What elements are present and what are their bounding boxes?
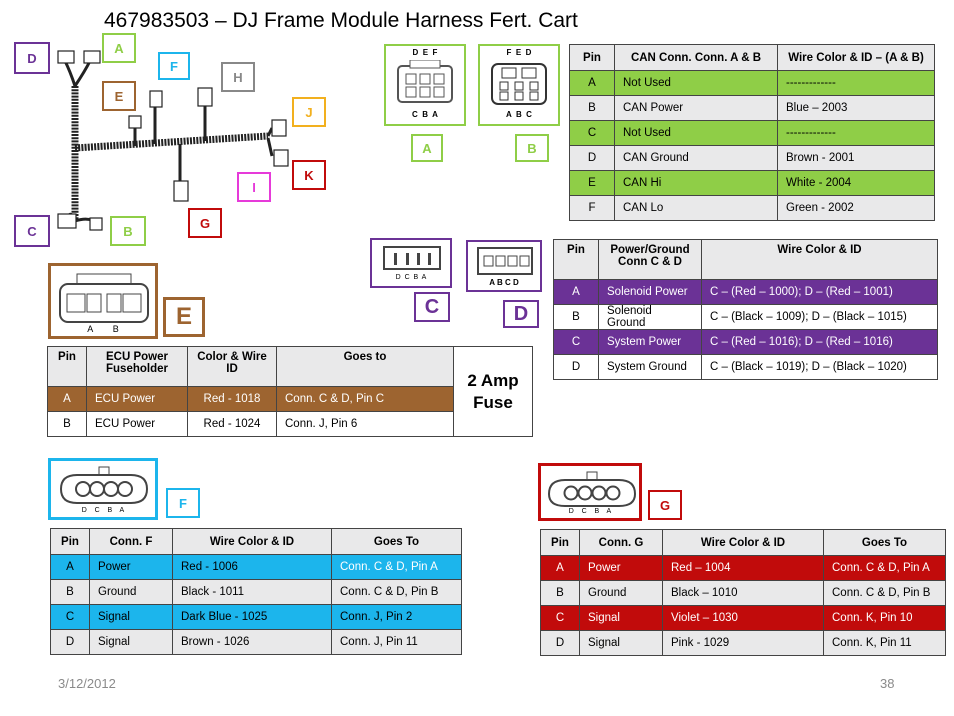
cell-pin: C — [570, 121, 615, 146]
label-d: D — [14, 42, 50, 74]
table-label-d: D — [503, 300, 539, 328]
cell-pin: E — [570, 171, 615, 196]
cell-pin: D — [570, 146, 615, 171]
cell-pin: D — [541, 631, 580, 656]
cell-pin: D — [554, 355, 599, 380]
cell-wire: ------------- — [778, 121, 935, 146]
cell-function: Signal — [90, 630, 173, 655]
cell-wire: Red – 1004 — [663, 556, 824, 581]
label-a: A — [102, 33, 136, 63]
header-pin: Pin — [554, 240, 599, 280]
table-row — [570, 71, 935, 96]
connector-b-image — [478, 44, 560, 126]
label-g: G — [188, 208, 222, 238]
cell-wire: Brown - 2001 — [778, 146, 935, 171]
cell-function: ECU Power — [87, 412, 188, 437]
cell-pin: A — [570, 71, 615, 96]
cell-wire: ------------- — [778, 71, 935, 96]
connector-f-image — [48, 458, 158, 520]
cell-wire: Black – 1010 — [663, 581, 824, 606]
table-row — [51, 630, 462, 655]
cell-function: Ground — [90, 580, 173, 605]
table-row — [541, 581, 946, 606]
header-wire-color: Wire Color & ID — [702, 240, 938, 280]
connector-a-top-pins: D E F — [412, 48, 438, 57]
label-i: I — [237, 172, 271, 202]
cell-goes-to: Conn. C & D, Pin A — [332, 555, 462, 580]
cell-wire: White - 2004 — [778, 171, 935, 196]
table-row — [51, 580, 462, 605]
cell-goes-to: Conn. K, Pin 10 — [824, 606, 946, 631]
cell-function: Signal — [580, 606, 663, 631]
cell-function: ECU Power — [87, 387, 188, 412]
cell-function: CAN Hi — [615, 171, 778, 196]
connector-b-bottom-pins: A B C — [506, 110, 532, 119]
cell-goes-to: Conn. K, Pin 11 — [824, 631, 946, 656]
table-row — [541, 606, 946, 631]
label-k: K — [292, 160, 326, 190]
table-row — [554, 355, 938, 380]
label-c: C — [14, 215, 50, 247]
header-wire-color: Wire Color & ID — [173, 529, 332, 555]
cell-wire: Green - 2002 — [778, 196, 935, 221]
cell-goes-to: Conn. J, Pin 6 — [277, 412, 454, 437]
cell-wire: Blue – 2003 — [778, 96, 935, 121]
table-row — [570, 146, 935, 171]
connector-c-pins: D C B A — [395, 274, 427, 281]
cell-goes-to: Conn. C & D, Pin B — [332, 580, 462, 605]
footer-page-number: 38 — [880, 676, 895, 691]
cell-goes-to: Conn. C & D, Pin B — [824, 581, 946, 606]
cell-function: System Ground — [599, 355, 702, 380]
cell-goes-to: Conn. C & D, Pin A — [824, 556, 946, 581]
connector-g-shape-icon — [545, 470, 639, 508]
table-row — [570, 196, 935, 221]
cell-pin: B — [541, 581, 580, 606]
connector-g-image — [538, 463, 642, 521]
cell-function: Ground — [580, 581, 663, 606]
cell-function: Not Used — [615, 121, 778, 146]
header-goes-to: Goes To — [332, 529, 462, 555]
table-row — [554, 280, 938, 305]
connector-d-pins: A B C D — [489, 278, 519, 287]
connector-f-pins: D C B A — [81, 507, 125, 514]
table-row — [51, 605, 462, 630]
cell-wire: Pink - 1029 — [663, 631, 824, 656]
cell-wire: Red - 1018 — [188, 387, 277, 412]
connector-d-shape-icon — [476, 246, 534, 276]
header-pin: Pin — [48, 347, 87, 387]
table-label-c: C — [414, 292, 450, 322]
cell-function: Signal — [90, 605, 173, 630]
connector-a-image — [384, 44, 466, 126]
table-row — [554, 330, 938, 355]
cell-pin: A — [51, 555, 90, 580]
connector-b-top-pins: F E D — [506, 48, 532, 57]
connector-g-pins: D C B A — [568, 508, 612, 515]
header-power-ground: Power/Ground Conn C & D — [599, 240, 702, 280]
header-can-conn: CAN Conn. Conn. A & B — [615, 45, 778, 71]
header-pin: Pin — [51, 529, 90, 555]
cell-function: CAN Power — [615, 96, 778, 121]
header-color-wire: Color & Wire ID — [188, 347, 277, 387]
cell-goes-to: Conn. J, Pin 2 — [332, 605, 462, 630]
header-goes-to: Goes To — [824, 530, 946, 556]
fuse-rating: 2 Amp Fuse — [454, 347, 533, 437]
label-f: F — [158, 52, 190, 80]
header-ecu-fuseholder: ECU Power Fuseholder — [87, 347, 188, 387]
header-conn-f: Conn. F — [90, 529, 173, 555]
connector-c-image — [370, 238, 452, 288]
cell-wire: C – (Black – 1019); D – (Black – 1020) — [702, 355, 938, 380]
table-row — [51, 555, 462, 580]
connector-f-shape-icon — [57, 465, 151, 505]
cell-function: CAN Ground — [615, 146, 778, 171]
connector-a-bottom-pins: C B A — [412, 110, 438, 119]
connector-d-image — [466, 240, 542, 292]
cell-goes-to: Conn. J, Pin 11 — [332, 630, 462, 655]
cell-pin: C — [541, 606, 580, 631]
label-e: E — [102, 81, 136, 111]
cell-wire: C – (Red – 1016); D – (Red – 1016) — [702, 330, 938, 355]
cell-wire: Black - 1011 — [173, 580, 332, 605]
conn-g-table — [540, 529, 946, 656]
connector-e-pins: A B — [87, 324, 119, 334]
table-row — [541, 631, 946, 656]
cell-function: Solenoid Power — [599, 280, 702, 305]
can-connector-table — [569, 44, 935, 221]
conn-f-table — [50, 528, 462, 655]
cell-pin: F — [570, 196, 615, 221]
cell-function: Solenoid Ground — [599, 305, 702, 330]
footer-date: 3/12/2012 — [58, 676, 116, 691]
header-goes-to: Goes to — [277, 347, 454, 387]
connector-e-image — [48, 263, 158, 339]
cell-function: Signal — [580, 631, 663, 656]
cell-function: System Power — [599, 330, 702, 355]
cell-function: CAN Lo — [615, 196, 778, 221]
cell-wire: C – (Black – 1009); D – (Black – 1015) — [702, 305, 938, 330]
cell-wire: Dark Blue - 1025 — [173, 605, 332, 630]
header-conn-g: Conn. G — [580, 530, 663, 556]
connector-a-shape-icon — [396, 60, 454, 108]
header-wire-color: Wire Color & ID — [663, 530, 824, 556]
cell-pin: A — [48, 387, 87, 412]
table-label-f: F — [166, 488, 200, 518]
header-wire-color: Wire Color & ID – (A & B) — [778, 45, 935, 71]
table-row — [570, 171, 935, 196]
table-label-g: G — [648, 490, 682, 520]
cell-pin: D — [51, 630, 90, 655]
header-pin: Pin — [570, 45, 615, 71]
cell-wire: C – (Red – 1000); D – (Red – 1001) — [702, 280, 938, 305]
connector-c-shape-icon — [382, 245, 442, 271]
cell-pin: C — [51, 605, 90, 630]
table-row — [541, 556, 946, 581]
power-ground-table — [553, 239, 938, 380]
cell-goes-to: Conn. C & D, Pin C — [277, 387, 454, 412]
connector-b-shape-icon — [490, 58, 548, 108]
table-row — [570, 96, 935, 121]
cell-function: Power — [580, 556, 663, 581]
cell-pin: B — [51, 580, 90, 605]
table-row — [554, 305, 938, 330]
label-j: J — [292, 97, 326, 127]
table-label-b: B — [515, 134, 549, 162]
label-b: B — [110, 216, 146, 246]
cell-pin: B — [554, 305, 599, 330]
table-row — [570, 121, 935, 146]
cell-pin: B — [48, 412, 87, 437]
page-title: 467983503 – DJ Frame Module Harness Fert. Cart — [104, 9, 578, 32]
cell-pin: C — [554, 330, 599, 355]
cell-pin: A — [554, 280, 599, 305]
cell-function: Not Used — [615, 71, 778, 96]
table-label-a: A — [411, 134, 443, 162]
header-pin: Pin — [541, 530, 580, 556]
cell-wire: Violet – 1030 — [663, 606, 824, 631]
ecu-fuseholder-table — [47, 346, 533, 437]
cell-wire: Red - 1006 — [173, 555, 332, 580]
connector-e-shape-icon — [57, 272, 151, 324]
table-label-e: E — [163, 297, 205, 337]
label-h: H — [221, 62, 255, 92]
cell-pin: A — [541, 556, 580, 581]
cell-wire: Brown - 1026 — [173, 630, 332, 655]
cell-pin: B — [570, 96, 615, 121]
cell-function: Power — [90, 555, 173, 580]
cell-wire: Red - 1024 — [188, 412, 277, 437]
